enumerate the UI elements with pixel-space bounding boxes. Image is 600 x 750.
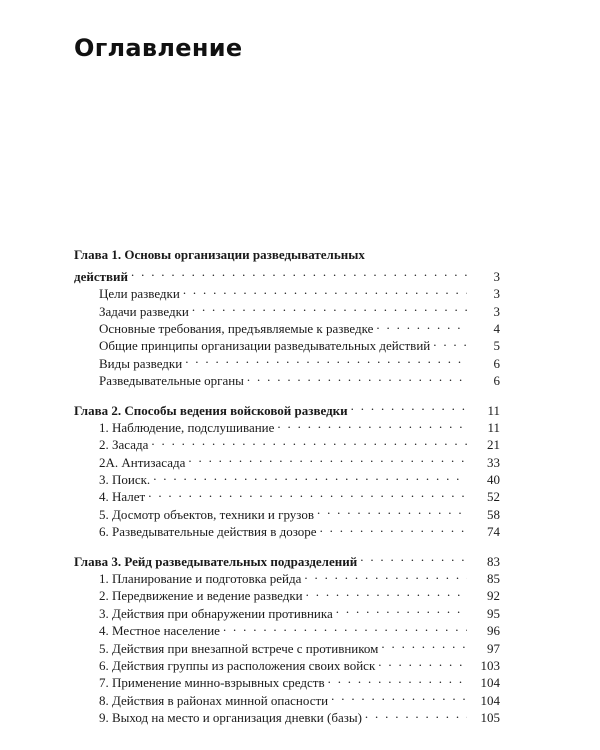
chapter-2 [74,397,500,540]
page-number: 3 [493,268,500,284]
chapter-title-continued: действий [74,268,128,284]
dot-leader [331,687,467,704]
page-number: 11 [487,419,500,435]
dot-leader [317,501,467,518]
dot-leader [378,653,467,670]
toc-entry-label: 2. Засада [99,437,149,453]
page-number: 105 [480,710,500,726]
dot-leader [304,566,467,583]
dot-leader [433,333,467,350]
dot-leader [223,618,467,635]
dot-leader [247,368,467,385]
page-number: 3 [493,303,500,319]
toc-entry-label: 5. Действия при внезапной встрече с противником [99,640,379,656]
toc-entry-label: 2А. Антизасада [99,454,186,470]
toc-entry-label: Цели разведки [99,286,180,302]
toc-entry-label: Общие принципы организации разведывательных действий [99,338,431,354]
chapter-title: Глава 3. Рейд разведывательных подразделений [74,553,358,569]
toc-entry[interactable] [74,281,500,302]
page-number: 96 [487,623,500,639]
page-title: Оглавление [74,34,243,62]
page-number: 104 [480,692,500,708]
dot-leader [183,281,467,298]
dot-leader [320,519,467,536]
chapter-heading[interactable] [74,548,500,569]
toc-entry-label: 9. Выход на место и организация дневки (базы) [99,710,362,726]
dot-leader [192,298,467,315]
dot-leader [365,705,467,722]
toc-entry-label: 3. Поиск. [99,472,151,488]
toc-entry-label: 3. Действия при обнаружении противника [99,605,333,621]
toc-entry-label: 1. Наблюдение, подслушивание [99,419,275,435]
chapter-1 [74,246,500,389]
page-number: 103 [480,657,500,673]
page-number: 33 [487,454,500,470]
chapter-heading-continued[interactable] [74,263,500,284]
page-number: 3 [493,286,500,302]
chapter-heading[interactable] [74,246,500,263]
toc-entry-label: 4. Местное население [99,623,220,639]
page-number: 11 [487,402,500,418]
toc-entry-label: 6. Действия группы из расположения своих войск [99,657,376,673]
chapter-title: Глава 2. Способы ведения войсковой разведки [74,402,348,418]
page-number: 6 [493,373,500,389]
toc-entry-label: 4. Налет [99,489,146,505]
page-number: 83 [487,553,500,569]
dot-leader [151,432,467,449]
chapter-3 [74,548,500,726]
dot-leader [360,548,467,565]
toc-entry-label: 8. Действия в районах минной опасности [99,692,329,708]
toc-entry-label: 7. Применение минно-взрывных средств [99,675,325,691]
page-number: 21 [487,437,500,453]
page-number: 85 [487,571,500,587]
dot-leader [351,397,467,414]
chapter-title: Глава 1. Основы организации разведывательных [74,247,365,262]
dot-leader [277,415,467,432]
toc-entry-label: Виды разведки [99,355,183,371]
page-number: 97 [487,640,500,656]
dot-leader [188,449,467,466]
dot-leader [131,263,467,280]
toc-entry-label: 2. Передвижение и ведение разведки [99,588,303,604]
chapter-heading[interactable] [74,397,500,418]
toc-entry-label: 1. Планирование и подготовка рейда [99,571,302,587]
toc-entry-label: 6. Разведывательные действия в дозоре [99,524,317,540]
dot-leader [185,350,467,367]
page-number: 104 [480,675,500,691]
toc-entry-label: 5. Досмотр объектов, техники и грузов [99,506,314,522]
toc-entry-label: Задачи разведки [99,303,189,319]
dot-leader [336,600,467,617]
dot-leader [153,467,467,484]
dot-leader [306,583,467,600]
dot-leader [328,670,467,687]
toc-entry-label: Разведывательные органы [99,373,244,389]
page-number: 40 [487,472,500,488]
dot-leader [381,635,467,652]
page-number: 5 [493,338,500,354]
page-number: 92 [487,588,500,604]
page-number: 52 [487,489,500,505]
table-of-contents [74,246,500,734]
page-number: 74 [487,524,500,540]
dot-leader [148,484,467,501]
page-number: 58 [487,506,500,522]
page-number: 6 [493,355,500,371]
page-number: 95 [487,605,500,621]
dot-leader [376,316,467,333]
page-number: 4 [493,320,500,336]
toc-entry-label: Основные требования, предъявляемые к разведке [99,320,374,336]
